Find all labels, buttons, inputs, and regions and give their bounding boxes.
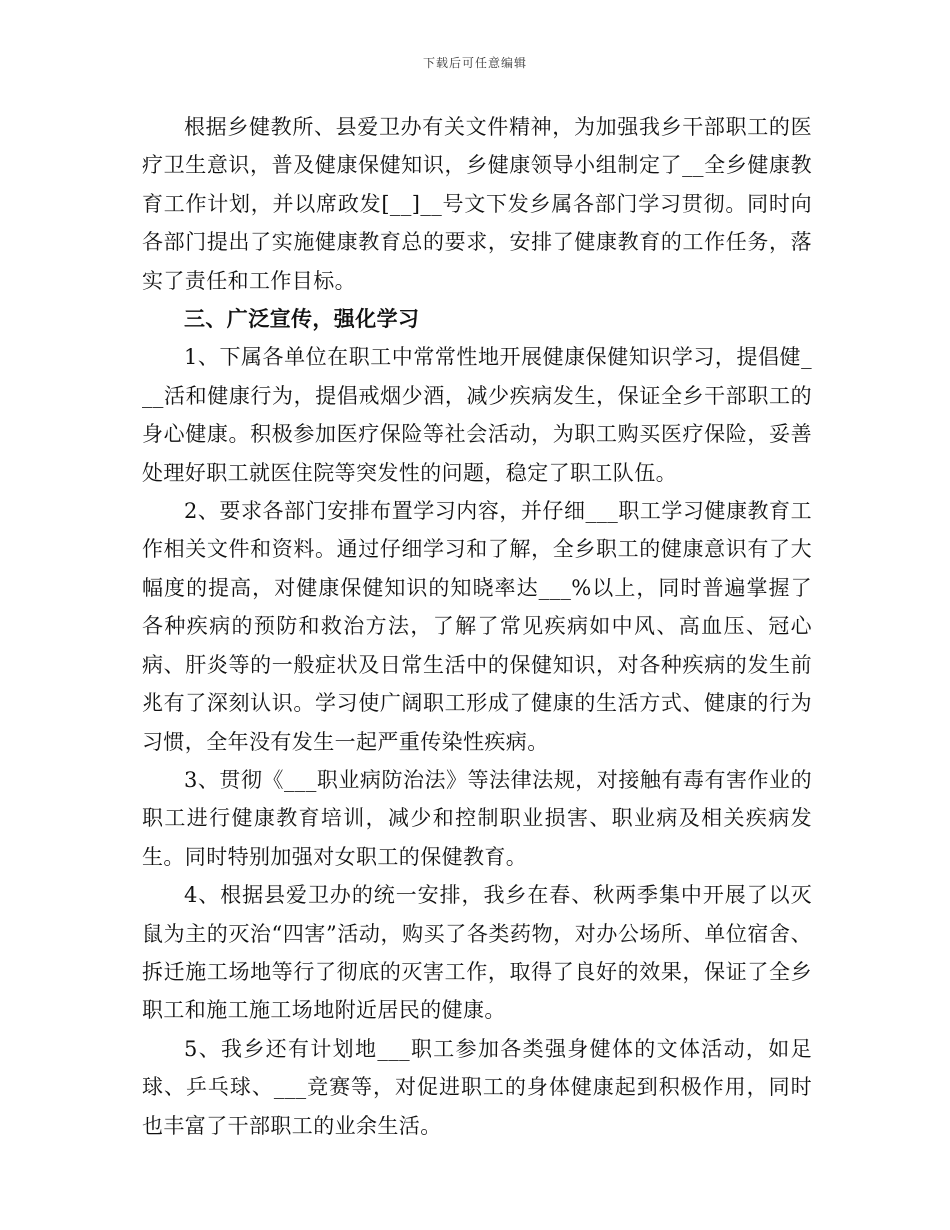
paragraph-item-3: 3、贯彻《___职业病防治法》等法律法规，对接触有毒有害作业的职工进行健康教育培训，减少和控制职业损害、职业病及相关疾病发生。同时特别加强对女职工的保健教育。 bbox=[142, 767, 812, 869]
paragraph-item-4: 4、根据县爱卫办的统一安排，我乡在春、秋两季集中开展了以灭鼠为主的灭治“四害”活动，购买了各类药物，对办公场所、单位宿舍、拆迁施工场地等行了彻底的灭害工作，取得了良好的效果，保证了全乡职工和施工施工场地附近居民的健康。 bbox=[142, 883, 812, 1023]
paragraph-intro: 根据乡健教所、县爱卫办有关文件精神，为加强我乡干部职工的医疗卫生意识，普及健康保健知识，乡健康领导小组制定了__全乡健康教育工作计划，并以席政发[__]__号文下发乡属各部门学习贯彻。同时向各部门提出了实施健康教育总的要求，安排了健康教育的工作任务，落实了责任和工作目标。 bbox=[142, 115, 812, 293]
paragraph-item-5: 5、我乡还有计划地___职工参加各类强身健体的文体活动，如足球、乒乓球、___竞赛等，对促进职工的身体健康起到积极作用，同时也丰富了干部职工的业余生活。 bbox=[142, 1036, 812, 1138]
section-heading: 三、广泛宣传，强化学习 bbox=[184, 306, 420, 332]
document-body bbox=[142, 108, 812, 1145]
header-note: 下载后可任意编辑 bbox=[422, 56, 527, 70]
paragraph-item-2: 2、要求各部门安排布置学习内容，并仔细___职工学习健康教育工作相关文件和资料。通过仔细学习和了解，全乡职工的健康意识有了大幅度的提高，对健康保健知识的知晓率达___%以上，同时普遍掌握了各种疾病的预防和救治方法，了解了常见疾病如中风、高血压、冠心病、肝炎等的一般症状及日常生活中的保健知识，对各种疾病的发生前兆有了深刻认识。学习使广阔职工形成了健康的生活方式、健康的行为习惯，全年没有发生一起严重传染性疾病。 bbox=[142, 499, 812, 754]
paragraph-item-1: 1、下属各单位在职工中常常性地开展健康保健知识学习，提倡健___活和健康行为，提倡戒烟少酒，减少疾病发生，保证全乡干部职工的身心健康。积极参加医疗保险等社会活动，为职工购买医疗保险，妥善处理好职工就医住院等突发性的问题，稳定了职工队伍。 bbox=[142, 345, 812, 485]
